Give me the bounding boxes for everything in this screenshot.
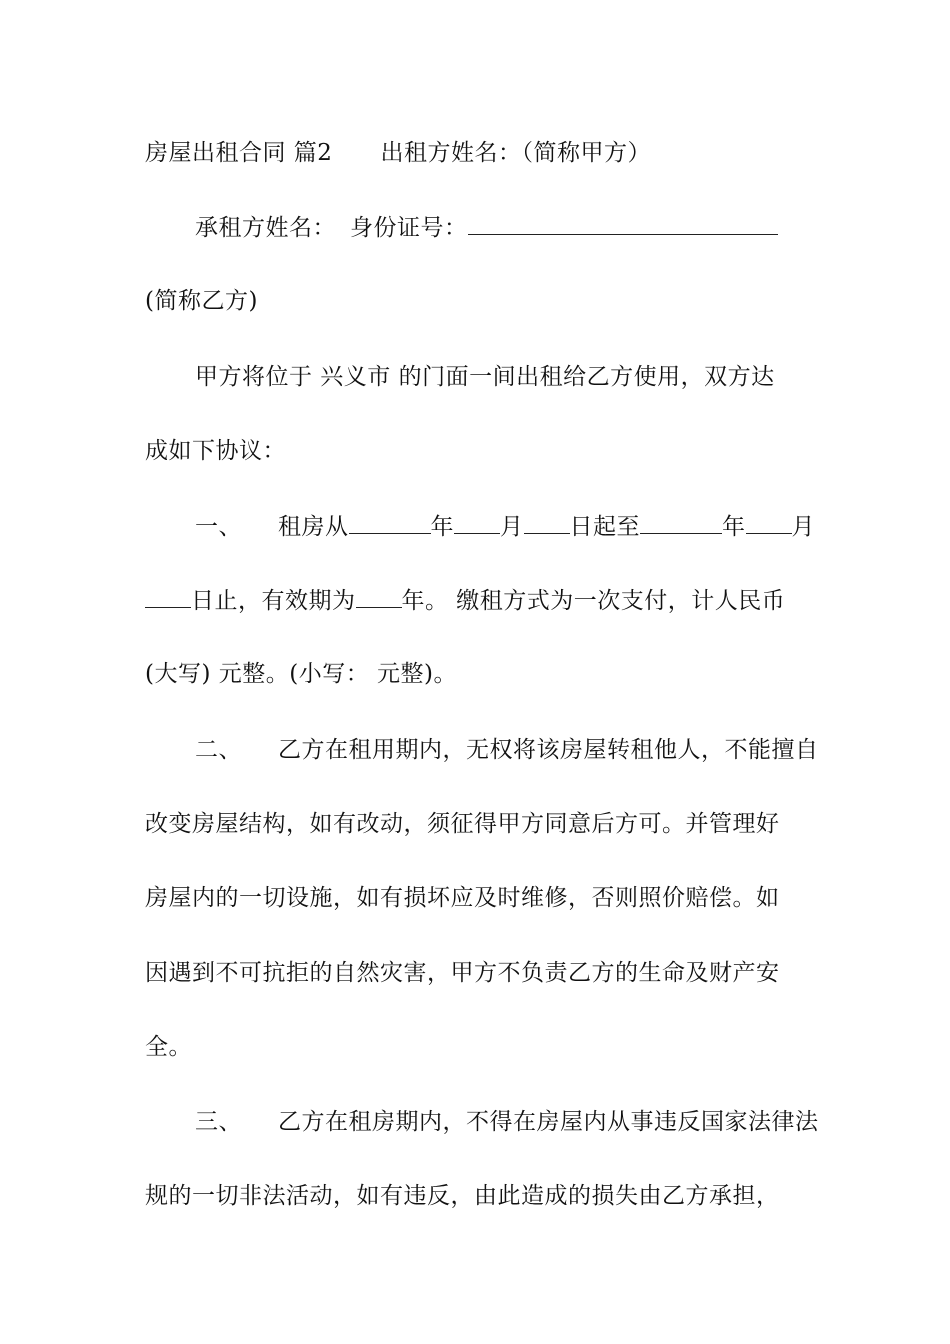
clause1-month-1: 月 <box>500 514 524 540</box>
month-blank-2 <box>746 511 792 534</box>
term-years-blank <box>356 585 402 608</box>
clause2-line3 <box>145 883 780 913</box>
para1-text-2: 成如下协议： <box>145 438 286 464</box>
clause2-line1 <box>195 735 819 765</box>
clause3-text-1: 乙方在租房期内，不得在房屋内从事违反国家法律法 <box>278 1109 819 1135</box>
year-blank-1 <box>349 511 431 534</box>
clause1-payment-text: 年。 缴租方式为一次支付，计人民币 <box>401 588 786 614</box>
clause1-line2 <box>145 585 785 616</box>
lessee-line <box>195 212 778 243</box>
clause2-line2 <box>145 809 780 839</box>
clause3-text-2: 规的一切非法活动，如有违反，由此造成的损失由乙方承担， <box>145 1183 780 1209</box>
clause2-line4 <box>145 958 780 988</box>
clause2-text-1: 乙方在租用期内，无权将该房屋转租他人，不能擅自 <box>278 737 819 763</box>
clause1-number: 一、 <box>195 514 242 540</box>
clause1-line3 <box>145 659 457 689</box>
month-blank-1 <box>454 511 500 534</box>
lessee-short-line <box>145 286 258 316</box>
clause3-line2 <box>145 1181 780 1211</box>
year-blank-2 <box>640 511 722 534</box>
clause3-number: 三、 <box>195 1109 242 1135</box>
clause2-text-2: 改变房屋结构，如有改动，须征得甲方同意后方可。并管理好 <box>145 811 780 837</box>
clause1-day-to: 日止，有效期为 <box>191 588 356 614</box>
header-line <box>145 138 651 168</box>
clause2-line5 <box>145 1032 192 1062</box>
clause1-year-2: 年 <box>722 514 746 540</box>
clause1-text-a: 租房从 <box>278 514 349 540</box>
id-number-blank <box>468 212 778 235</box>
lessee-label: 承租方姓名： <box>195 215 336 241</box>
clause1-month-2: 月 <box>791 514 815 540</box>
para1-line2 <box>145 436 286 466</box>
clause1-amount-text: (大写) 元整。(小写： 元整)。 <box>145 661 458 687</box>
clause2-text-3: 房屋内的一切设施，如有损坏应及时维修，否则照价赔偿。如 <box>145 885 780 911</box>
clause2-text-5: 全。 <box>145 1034 192 1060</box>
clause3-line1 <box>195 1107 819 1137</box>
clause2-number: 二、 <box>195 737 242 763</box>
para1-text-1: 甲方将位于 兴义市 的门面一间出租给乙方使用，双方达 <box>195 364 775 390</box>
clause1-line1 <box>195 511 815 542</box>
clause1-year-1: 年 <box>430 514 454 540</box>
lessor-label: 出租方姓名：（简称甲方） <box>380 140 651 166</box>
clause1-day-from: 日起至 <box>569 514 640 540</box>
contract-title: 房屋出租合同 篇2 <box>145 140 333 166</box>
clause2-text-4: 因遇到不可抗拒的自然灾害，甲方不负责乙方的生命及财产安 <box>145 960 780 986</box>
para1-line1 <box>195 362 775 392</box>
day-blank-2 <box>145 585 191 608</box>
day-blank-1 <box>524 511 570 534</box>
lessee-short: (简称乙方) <box>145 288 258 314</box>
id-label: 身份证号： <box>350 215 468 241</box>
